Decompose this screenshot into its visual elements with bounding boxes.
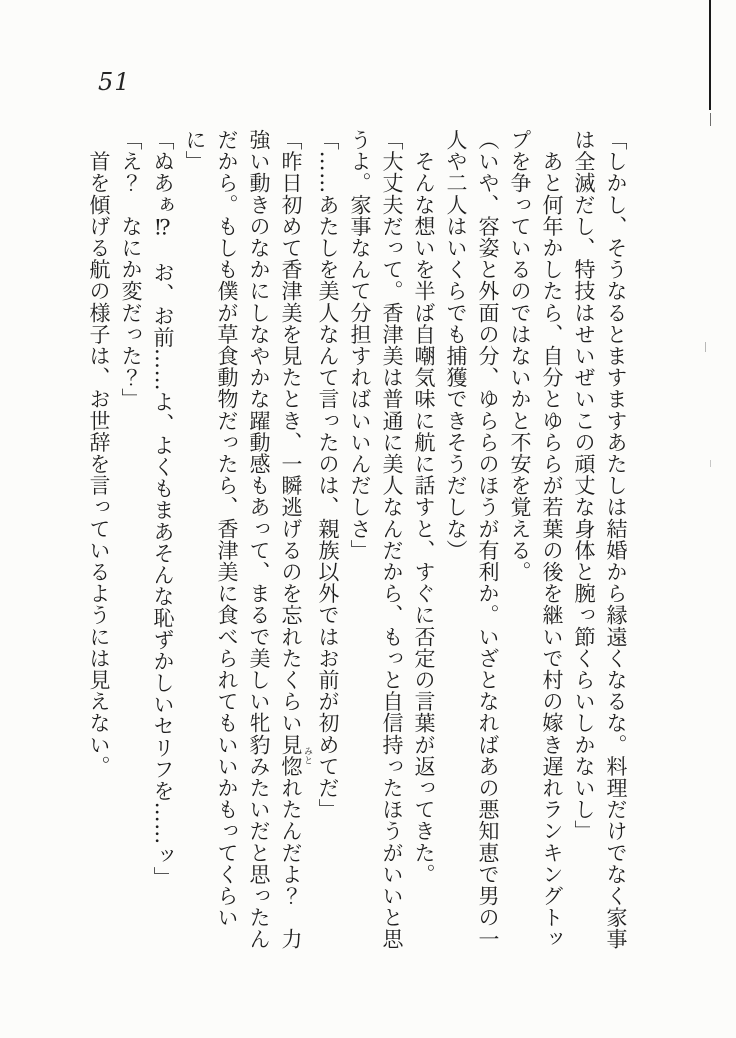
furigana-ruby: 見惚 みと — [279, 733, 312, 778]
text-line-10: 「……あたしを美人なんて言ったのは、親族以外ではお前が初めてだ」 — [316, 129, 340, 821]
text-line-1: 「しかし、そうなるとますますあたしは結婚から縁遠くなるな。料理だけでなく家事 — [604, 129, 628, 950]
text-line-13: だから。もしも僕が草食動物だったら、香津美に食べられてもいいかもってくらい — [215, 129, 239, 929]
text-line-12: 強い動きのなかにしなやかな躍動感もあって、まるで美しい牝豹みたいだと思ったん — [247, 129, 271, 950]
text-line-14: に」 — [183, 129, 207, 173]
text-line-4: プを争っているのではないかと不安を覚える。 — [508, 129, 532, 583]
text-line-5: （いや、容姿と外面の分、ゆららのほうが有利か。いざとなればあの悪知恵で男の一 — [476, 129, 500, 950]
page-number: 51 — [98, 68, 131, 96]
scan-artifact-dash — [705, 342, 706, 352]
text-line-8: 「大丈夫だって。香津美は普通に美人なんだから、もっと自信持ったほうがいいと思 — [380, 129, 404, 950]
text-line-17: 首を傾げる航の様子は、お世辞を言っているようには見えない。 — [87, 129, 111, 777]
novel-text-block — [83, 129, 632, 967]
scan-artifact-line — [709, 0, 711, 110]
text-line-2: は全滅だし、特技はせいぜいこの頑丈な身体と腕っ節くらいしかないし」 — [572, 129, 596, 842]
text-line-15: 「ぬあぁ⁉ お、お前……よ、よくもまあそんな恥ずかしいセリフを……ッ」 — [151, 129, 175, 888]
text-line-11: 「昨日初めて香津美を見たとき、一瞬逃げるのを忘れたくらい見惚 みとれたんだよ？ 力 — [279, 129, 312, 950]
text-line-9: うよ。家事なんて分担すればいいんだしさ」 — [348, 129, 372, 561]
text-line-7: そんな想いを半ば自嘲気味に航に話すと、すぐに否定の言葉が返ってきた。 — [412, 129, 436, 885]
scan-artifact-dash — [710, 113, 711, 126]
scan-artifact-dash — [710, 460, 711, 467]
text-line-16: 「え？ なにか変だった？」 — [119, 129, 143, 410]
text-line-3: あと何年かしたら、自分とゆららが若葉の後を継いで村の嫁き遅れランキングトッ — [540, 129, 564, 950]
text-line-6: 人や二人はいくらでも捕獲できそうだしな） — [444, 129, 468, 561]
